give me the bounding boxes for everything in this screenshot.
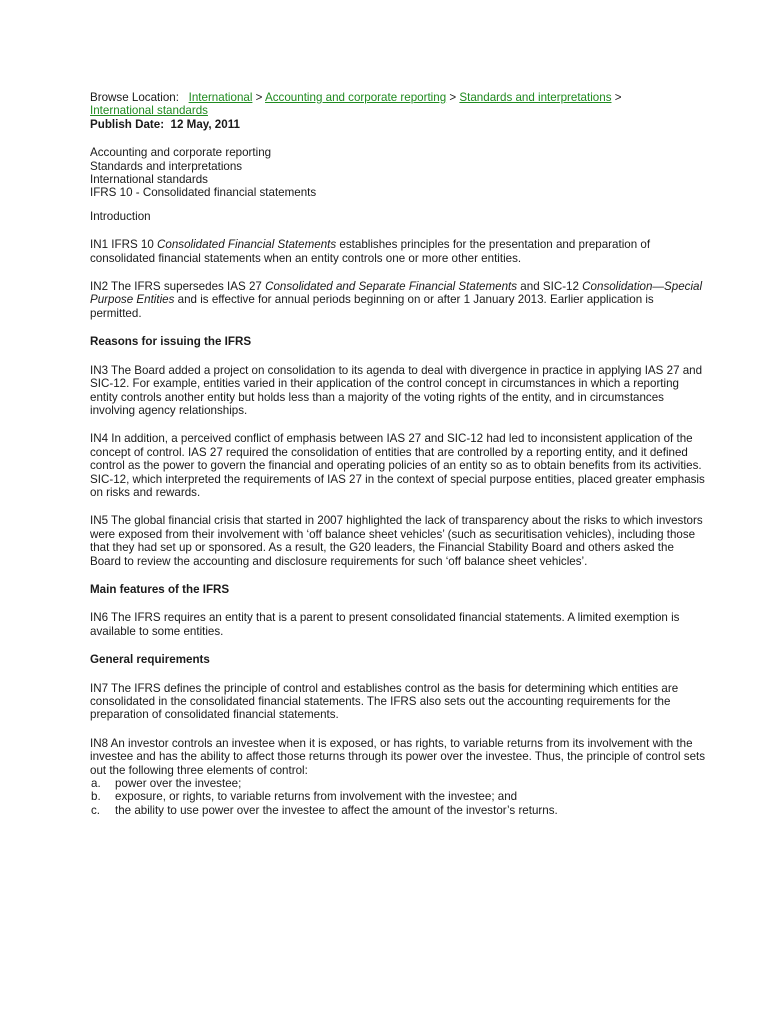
- list-item: [90, 777, 708, 790]
- list-item-text: the ability to use power over the investee to affect the amount of the investor’s returns.: [115, 803, 558, 817]
- paragraph-in8: IN8 An investor controls an investee when it is exposed, or has rights, to variable returns from its involvement with the investee and has the ability to affect those returns through its power over the investee. Thus, the principle of control sets out the following three elements of control:: [90, 736, 706, 777]
- paragraph-in2: [90, 280, 708, 320]
- category-item: Standards and interpretations: [90, 159, 243, 173]
- paragraph-in1: [90, 238, 708, 265]
- control-elements-list: [90, 777, 708, 817]
- breadcrumb-separator: >: [449, 91, 457, 104]
- main-features-heading: Main features of the IFRS: [90, 582, 230, 596]
- paragraph-in6: IN6 The IFRS requires an entity that is a parent to present consolidated financial statements. A limited exemption is available to some entities.: [90, 611, 680, 638]
- breadcrumb-separator: >: [255, 91, 263, 104]
- in2-text-rest: and is effective for annual periods beginning on or after 1 January 2013. Earlier application is permitted.: [90, 293, 654, 320]
- category-list: [90, 146, 708, 200]
- in2-title-ias27: Consolidated and Separate Financial Statements: [265, 280, 518, 294]
- in2-title-sic12: Consolidation—Special Purpose Entities: [90, 280, 703, 307]
- in2-text-mid: and SIC-12: [517, 280, 583, 294]
- list-item-text: exposure, or rights, to variable returns from involvement with the investee; and: [115, 790, 518, 804]
- breadcrumb-accounting[interactable]: Accounting and corporate reporting: [265, 91, 447, 104]
- in2-text: IN2 The IFRS supersedes IAS 27: [90, 280, 266, 294]
- breadcrumb-standards[interactable]: Standards and interpretations: [459, 91, 612, 104]
- in1-text: IN1 IFRS 10: [90, 238, 158, 252]
- browse-location: [90, 91, 708, 118]
- list-marker: a.: [91, 777, 101, 791]
- breadcrumb-international-standards[interactable]: International standards: [90, 104, 208, 118]
- in1-title: Consolidated Financial Statements: [157, 238, 337, 252]
- browse-label: Browse Location:: [90, 91, 179, 104]
- category-item: International standards: [90, 173, 208, 187]
- list-marker: b.: [91, 790, 101, 804]
- paragraph-in7: IN7 The IFRS defines the principle of control and establishes control as the basis for determining which entities are consolidated in the consolidated financial statements. The IFRS also sets out the accounting requirements for the preparation of consolidated financial statements.: [90, 681, 679, 722]
- publish-date-line: [90, 118, 708, 131]
- introduction-heading: Introduction: [90, 209, 151, 223]
- breadcrumb-separator: >: [614, 91, 622, 104]
- paragraph-in5: IN5 The global financial crisis that started in 2007 highlighted the lack of transparency about the risks to which investors were exposed from their involvement with ‘off balance sheet vehicles’ (such as securitisation vehicles), including those that they had set up or sponsored. As a result, the G20 leaders, the Financial Stability Board and others asked the Board to review the accounting and disclosure requirements for such ‘off balance sheet vehicles’.: [90, 514, 703, 568]
- list-item-text: power over the investee;: [115, 777, 242, 791]
- general-requirements-heading: General requirements: [90, 653, 210, 667]
- reasons-heading: Reasons for issuing the IFRS: [90, 335, 252, 349]
- category-item: IFRS 10 - Consolidated financial statements: [90, 186, 317, 200]
- publish-label: Publish Date:: [90, 117, 165, 131]
- list-marker: c.: [91, 803, 101, 817]
- paragraph-in4: IN4 In addition, a perceived conflict of emphasis between IAS 27 and SIC-12 had led to inconsistent application of the concept of control. IAS 27 required the consolidation of entities that are controlled by a reporting entity, and it defined control as the power to govern the financial and operating policies of an entity so as to obtain benefits from its activities. SIC-12, which interpreted the requirements of IAS 27 in the context of special purpose entities, placed greater emphasis on risks and rewards.: [90, 432, 705, 499]
- list-item: [90, 790, 708, 803]
- in1-text-rest: establishes principles for the presentation and preparation of consolidated financial statements when an entity controls one or more other entities.: [90, 238, 651, 265]
- list-item: [90, 804, 708, 817]
- paragraph-in3: IN3 The Board added a project on consolidation to its agenda to deal with divergence in practice in applying IAS 27 and SIC-12. For example, entities varied in their application of the control concept in circumstances in which a reporting entity controls another entity but holds less than a majority of the voting rights of the entity, and in circumstances involving agency relationships.: [90, 363, 703, 417]
- publish-date: 12 May, 2011: [170, 117, 240, 131]
- category-item: Accounting and corporate reporting: [90, 146, 272, 160]
- breadcrumb-international[interactable]: International: [188, 91, 253, 104]
